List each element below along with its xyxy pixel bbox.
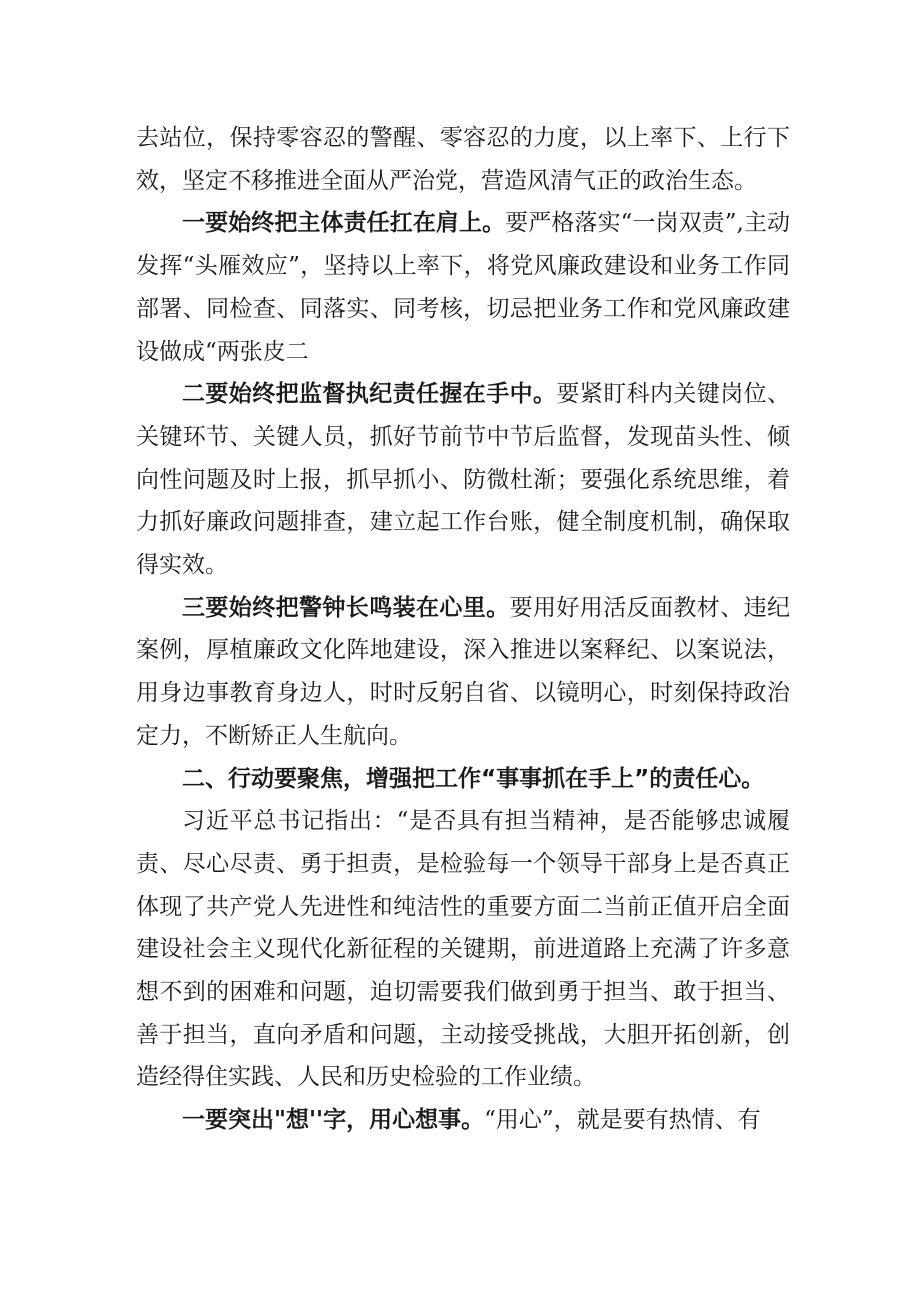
paragraph-lead: 二要始终把监督执纪责任握在手中。 — [182, 381, 557, 408]
paragraph-text: 去站位，保持零容忍的警醒、零容忍的力度，以上率下、上行下效，坚定不移推进全面从严治党，营造风清气正的政治生态。 — [136, 125, 790, 194]
paragraph-text: “用心”，就是要有热情、有 — [484, 1107, 761, 1134]
paragraph-alarm-bell — [136, 587, 790, 758]
paragraph-lead: 三要始终把警钟长鸣装在心里。 — [182, 594, 510, 621]
paragraph-think — [136, 1099, 790, 1142]
paragraph-text: 要严格落实“一岗双责”,主动发挥“头雁效应”，坚持以上率下，将党风廉政建设和业务工作同部署、同检查、同落实、同考核，切忌把业务工作和党风廉政建设做成“两张皮二 — [136, 210, 791, 365]
paragraph-lead: 一要突出"想''字，用心想事。 — [182, 1107, 485, 1134]
document-body — [136, 117, 790, 1142]
paragraph-quote — [136, 800, 790, 1099]
paragraph-lead: 一要始终把主体责任扛在肩上。 — [182, 210, 506, 237]
section-heading-text: 二、行动要聚焦，增强把工作“事事抓在手上”的责任心。 — [182, 765, 765, 792]
paragraph-text: 要用好用活反面教材、违纪案例，厚植廉政文化阵地建设，深入推进以案释纪、以案说法，用身边事教育身边人，时时反躬自省、以镜明心，时刻保持政治定力，不断矫正人生航向。 — [136, 594, 791, 749]
paragraph-supervision — [136, 373, 790, 587]
section-heading — [136, 758, 790, 801]
paragraph-continuation — [136, 117, 790, 202]
paragraph-main-responsibility — [136, 202, 790, 373]
paragraph-text: 要紧盯科内关键岗位、关键环节、关键人员，抓好节前节中节后监督，发现苗头性、倾向性问题及时上报，抓早抓小、防微杜渐；要强化系统思维，着力抓好廉政问题排查，建立起工作台账，健全制度机制，确保取得实效。 — [136, 381, 791, 579]
paragraph-text: 习近平总书记指出：“是否具有担当精神，是否能够忠诚履责、尽心尽责、勇于担责，是检验每一个领导干部身上是否真正体现了共产党人先进性和纯洁性的重要方面二当前正值开启全面建设社会主义现代化新征程的关键期，前进道路上充满了许多意想不到的困难和问题，迫切需要我们做到勇于担当、敢于担当、善于担当，直向矛盾和问题，主动接受挑战，大胆开拓创新，创造经得住实践、人民和历史检验的工作业绩。 — [136, 808, 790, 1091]
